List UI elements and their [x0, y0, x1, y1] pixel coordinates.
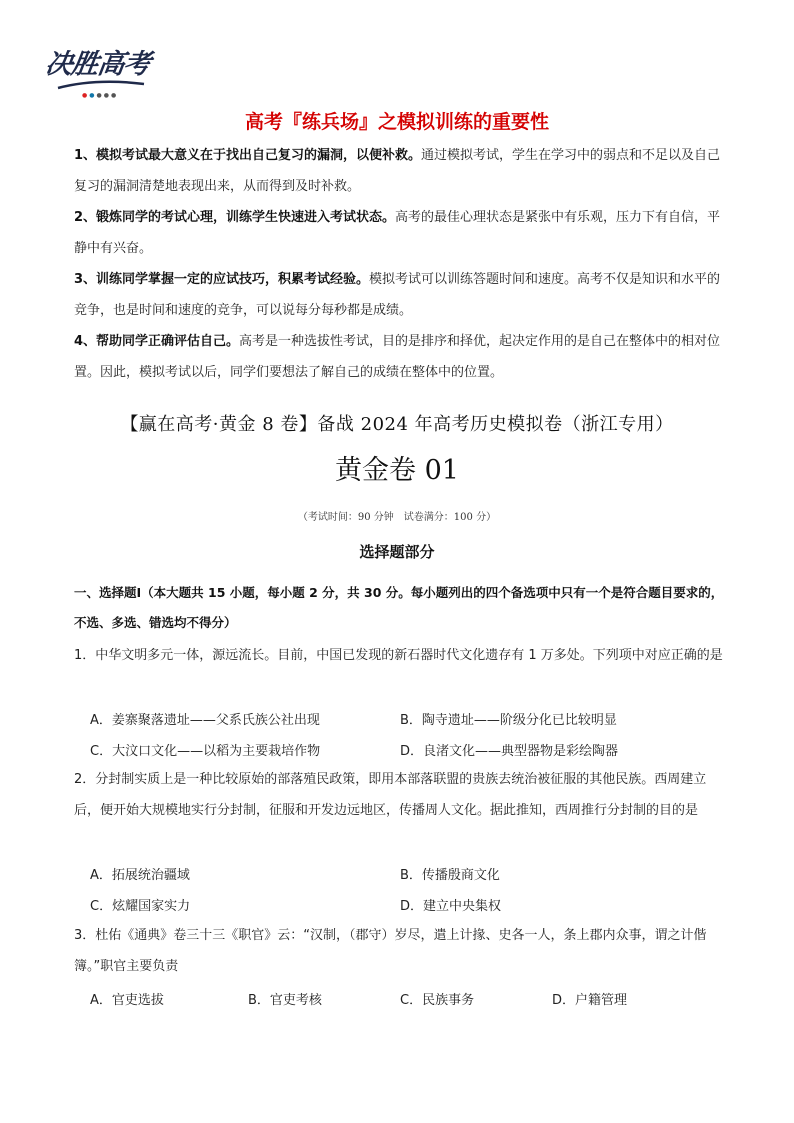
logo-text: 决胜高考 [43, 49, 152, 80]
exam-info: （考试时间：90 分钟 试卷满分：100 分） [297, 512, 497, 523]
intro-point-text: 通过模拟考试，学生在学习中的弱点和不足以及自己复习的漏洞清楚地表现出来，从而得到及时补救。 [74, 148, 721, 194]
question-1-option-a[interactable]: A．姜寨聚落遗址——父系氏族公社出现 [90, 713, 320, 728]
question-2-option-b[interactable]: B．传播殷商文化 [400, 868, 500, 883]
intro-point-2 [74, 202, 726, 264]
intro-point-bold: 4、帮助同学正确评估自己。 [74, 334, 240, 349]
question-3-option-a[interactable]: A．官吏选拔 [90, 993, 164, 1008]
intro-title: 高考『练兵场』之模拟训练的重要性 [244, 111, 549, 133]
question-3-option-d[interactable]: D．户籍管理 [552, 993, 628, 1008]
intro-point-3 [74, 264, 726, 326]
intro-point-bold: 2、锻炼同学的考试心理，训练学生快速进入考试状态。 [74, 210, 396, 225]
question-3-stem: 3．杜佑《通典》卷三十三《职官》云：“汉制，（郡守）岁尽，遣上计掾、史各一人，条上郡内众事，谓之计偕簿。”职官主要负责 [74, 928, 707, 974]
question-1-option-b[interactable]: B．陶寺遗址——阶级分化已比较明显 [400, 713, 617, 728]
question-1-stem: 1．中华文明多元一体，源远流长。目前，中国已发现的新石器时代文化遗存有 1 万多处。下列项中对应正确的是 [74, 648, 723, 663]
exam-title: 【赢在高考·黄金 8 卷】备战 2024 年高考历史模拟卷（浙江专用） [120, 414, 674, 435]
logo-mark-icon: ●●●●● [82, 92, 119, 99]
question-3-option-c[interactable]: C．民族事务 [400, 993, 475, 1008]
paper-title: 黄金卷 01 [335, 455, 459, 486]
intro-point-text: 高考是一种选拔性考试，目的是排序和择优，起决定作用的是自己在整体中的相对位置。因此，模拟考试以后，同学们要想法了解自己的成绩在整体中的位置。 [74, 334, 721, 380]
question-2-stem: 2．分封制实质上是一种比较原始的部落殖民政策，即用本部落联盟的贵族去统治被征服的其他民族。西周建立后，便开始大规模地实行分封制，征服和开发边远地区，传播周人文化。据此推知，西周推行分封制的目的是 [74, 772, 707, 818]
question-2-option-a[interactable]: A．拓展统治疆域 [90, 868, 190, 883]
intro-point-4 [74, 326, 726, 388]
intro-point-bold: 1、模拟考试最大意义在于找出自己复习的漏洞，以便补救。 [74, 148, 422, 163]
question-2-option-d[interactable]: D．建立中央集权 [400, 899, 502, 914]
logo [43, 40, 166, 108]
section-instructions: 一、选择题Ⅰ（本大题共 15 小题，每小题 2 分，共 30 分。每小题列出的四个备选项中只有一个是符合题目要求的，不选、多选、错选均不得分） [74, 585, 724, 630]
question-1-option-c[interactable]: C．大汶口文化——以稻为主要栽培作物 [90, 744, 321, 759]
intro-point-text: 模拟考试可以训练答题时间和速度。高考不仅是知识和水平的竞争，也是时间和速度的竞争，可以说每分每秒都是成绩。 [74, 272, 721, 318]
intro-point-bold: 3、训练同学掌握一定的应试技巧，积累考试经验。 [74, 272, 370, 287]
logo-swoosh-icon [56, 78, 146, 92]
question-2-option-c[interactable]: C．炫耀国家实力 [90, 899, 191, 914]
intro-point-1 [74, 140, 726, 202]
section-title: 选择题部分 [359, 543, 435, 561]
question-1-option-d[interactable]: D．良渚文化——典型器物是彩绘陶器 [400, 744, 619, 759]
intro-point-text: 高考的最佳心理状态是紧张中有乐观，压力下有自信，平静中有兴奋。 [74, 210, 721, 256]
question-3-option-b[interactable]: B．官吏考核 [248, 993, 322, 1008]
